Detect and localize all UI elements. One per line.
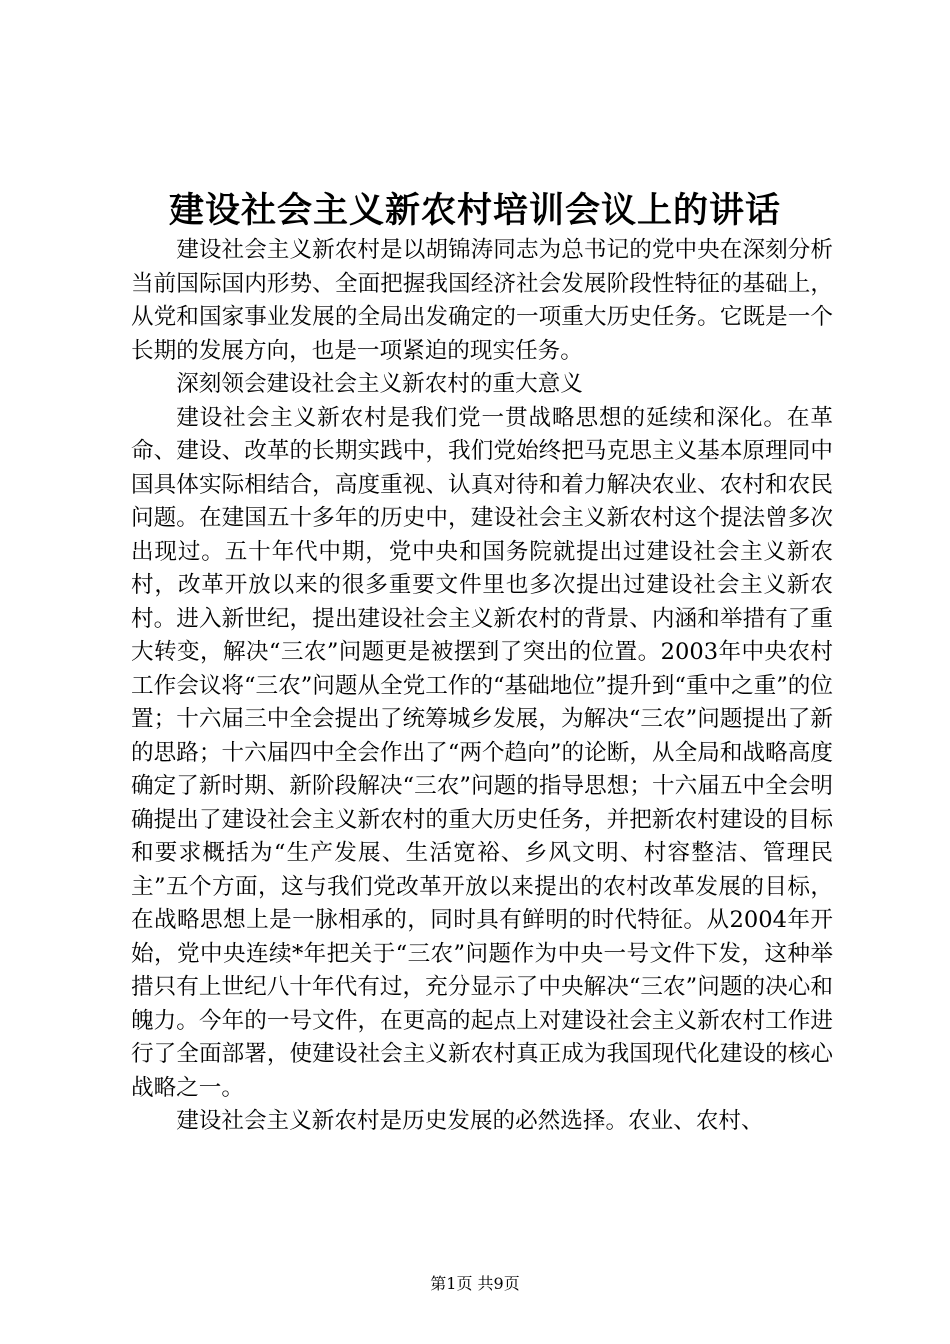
- paragraph-intro: 建设社会主义新农村是以胡锦涛同志为总书记的党中央在深刻分析当前国际国内形势、全面把握我国经济社会发展阶段性特征的基础上，从党和国家事业发展的全局出发确定的一项重大历史任务。它既是一个长期的发展方向，也是一项紧迫的现实任务。: [131, 237, 833, 364]
- document-title: 建设社会主义新农村培训会议上的讲话: [168, 190, 781, 231]
- page-number-footer: 第1页 共9页: [430, 1274, 520, 1293]
- paragraph-history: 建设社会主义新农村是我们党一贯战略思想的延续和深化。在革命、建设、改革的长期实践中，我们党始终把马克思主义基本原理同中国具体实际相结合，高度重视、认真对待和着力解决农业、农村和农民问题。在建国五十多年的历史中，建设社会主义新农村这个提法曾多次出现过。五十年代中期，党中央和国务院就提出过建设社会主义新农村，改革开放以来的很多重要文件里也多次提出过建设社会主义新农村。进入新世纪，提出建设社会主义新农村的背景、内涵和举措有了重大转变，解决“三农”问题更是被摆到了突出的位置。2003年中央农村工作会议将“三农”问题从全党工作的“基础地位”提升到“重中之重”的位置；十六届三中全会提出了统筹城乡发展，为解决“三农”问题提出了新的思路；十六届四中全会作出了“两个趋向”的论断，从全局和战略高度确定了新时期、新阶段解决“三农”问题的指导思想；十六届五中全会明确提出了建设社会主义新农村的重大历史任务，并把新农村建设的目标和要求概括为“生产发展、生活宽裕、乡风文明、村容整洁、管理民主”五个方面，这与我们党改革开放以来提出的农村改革发展的目标，在战略思想上是一脉相承的，同时具有鲜明的时代特征。从2004年开始，党中央连续*年把关于“三农”问题作为中央一号文件下发，这种举措只有上世纪八十年代有过，充分显示了中央解决“三农”问题的决心和魄力。今年的一号文件，在更高的起点上对建设社会主义新农村工作进行了全面部署，使建设社会主义新农村真正成为我国现代化建设的核心战略之一。: [131, 404, 833, 1101]
- section-heading: 深刻领会建设社会主义新农村的重大意义: [176, 371, 583, 397]
- paragraph-choice: 建设社会主义新农村是历史发展的必然选择。农业、农村、: [176, 1108, 764, 1134]
- document-body: [131, 234, 833, 1139]
